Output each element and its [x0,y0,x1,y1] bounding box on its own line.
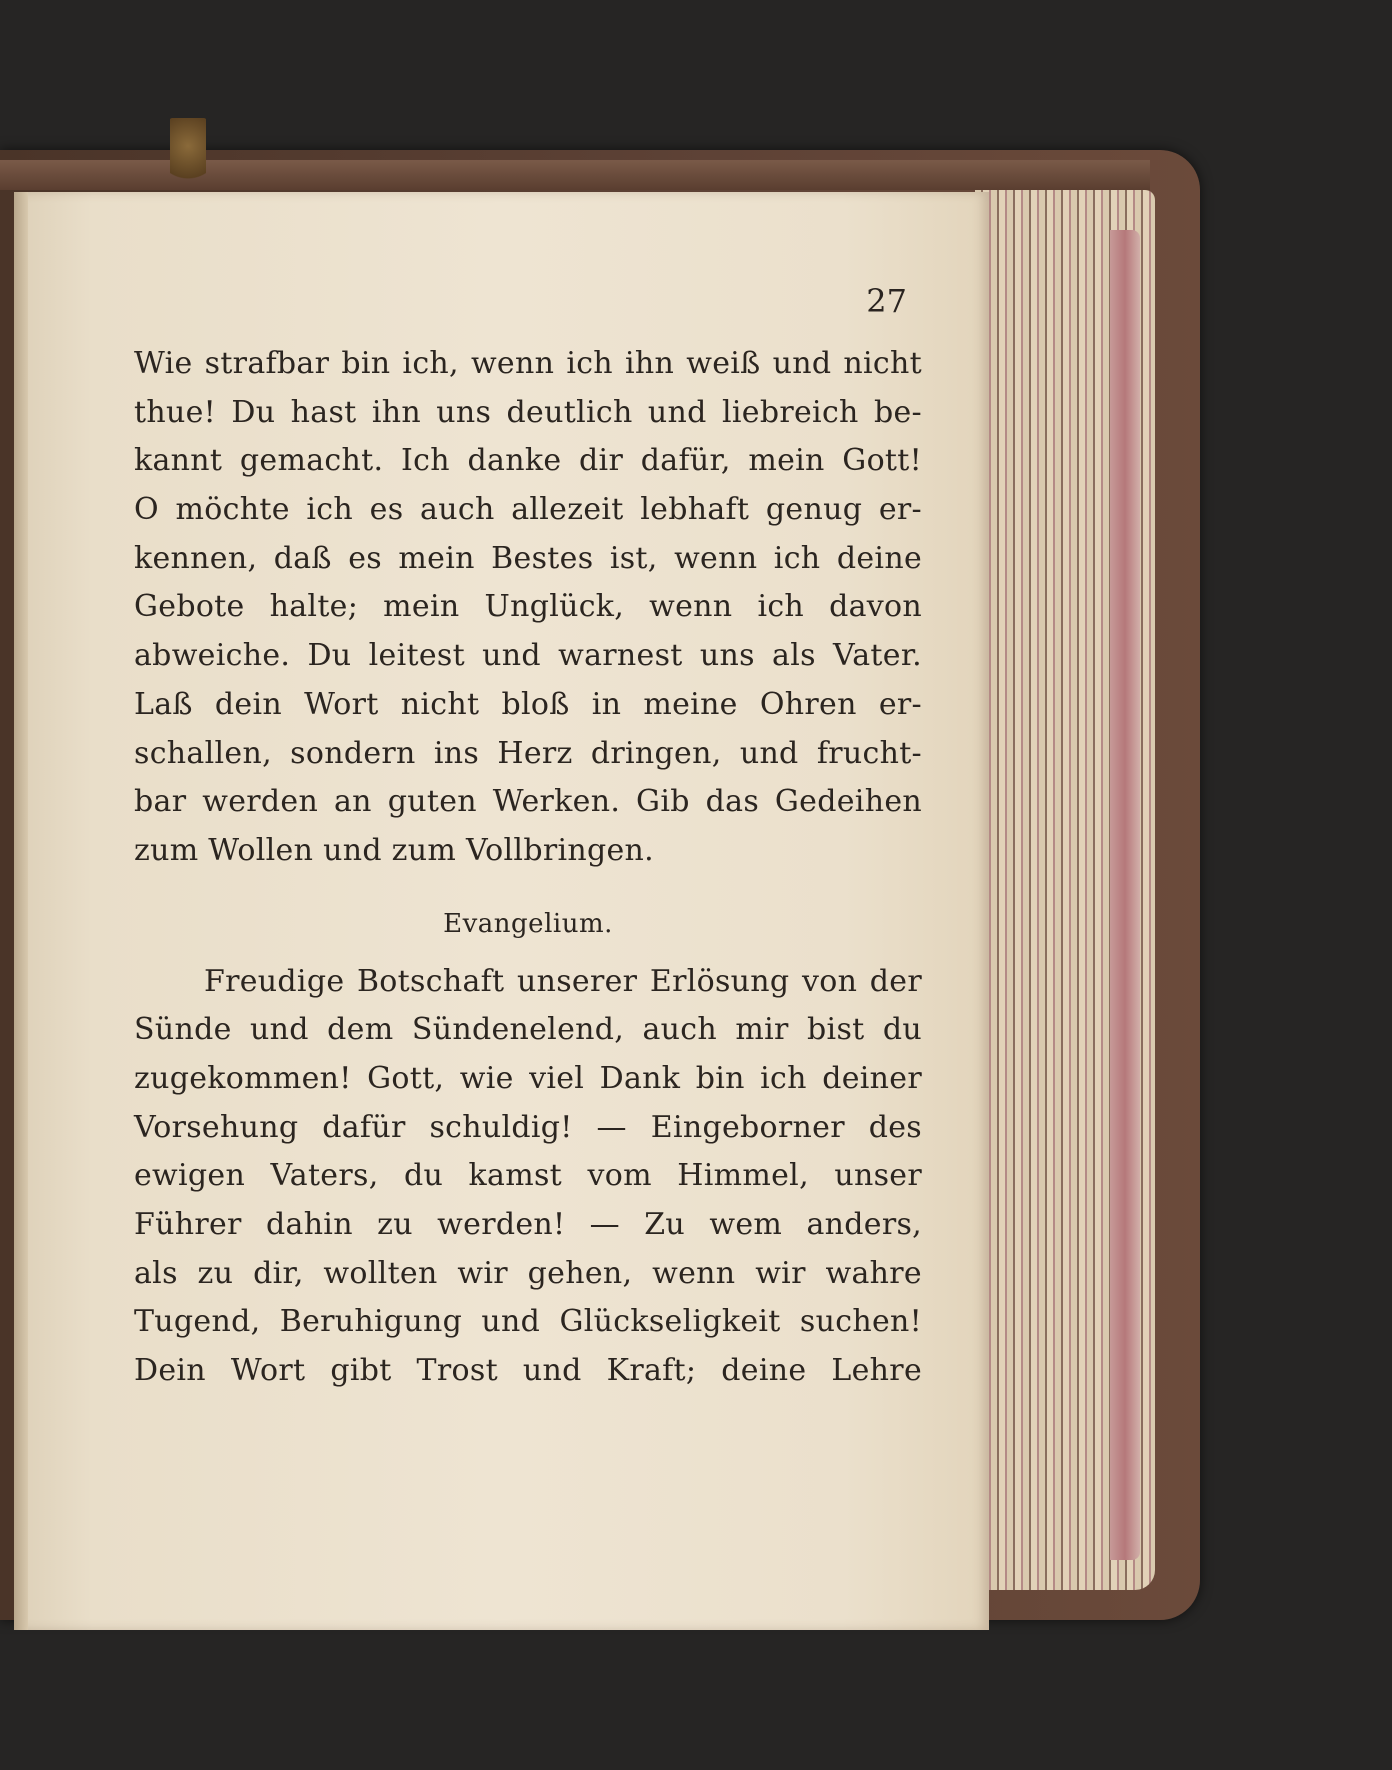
text-line: bar werden an guten Werken. Gib das Gedeihen [134,784,922,820]
text-line: Freudige Botschaft unserer Erlösung von der [204,963,922,999]
text-line: Wie strafbar bin ich, wenn ich ihn weiß und nicht [134,346,922,381]
text-line: als zu dir, wollten wir gehen, wenn wir wahre [134,1255,922,1291]
text-line: schallen, sondern ins Herz dringen, und frucht- [134,735,922,771]
text-line: abweiche. Du leitest und warnest uns als Vater. [134,638,922,674]
section-heading: Evangelium. [443,908,613,939]
text-line: Führer dahin zu werden! — Zu wem anders, [134,1207,922,1242]
paragraph-gospel [134,958,922,1396]
text-line: thue! Du hast ihn uns deutlich und liebreich be- [134,394,922,430]
page-gutter [14,192,28,1630]
text-line: Tugend, Beruhigung und Glückseligkeit suchen! [134,1304,922,1340]
text-line: O möchte ich es auch allezeit lebhaft genug er- [134,492,922,528]
text-line: kennen, daß es mein Bestes ist, wenn ich deine [134,540,922,576]
red-page-edges [1110,230,1140,1560]
text-line: zum Wollen und zum Vollbringen. [134,832,655,868]
text-line: ewigen Vaters, du kamst vom Himmel, unser [134,1158,922,1194]
binding-cord [170,118,206,188]
text-line: kannt gemacht. Ich danke dir dafür, mein Gott! [134,443,922,479]
paragraph-prayer [134,340,922,876]
page-text [134,340,922,1396]
text-line: Vorsehung dafür schuldig! — Eingeborner des [134,1109,922,1145]
book-page [14,192,989,1630]
page-number: 27 [866,282,907,320]
text-line: Dein Wort gibt Trost und Kraft; deine Lehre [134,1353,922,1389]
text-line: Sünde und dem Sündenelend, auch mir bist du [134,1012,922,1048]
text-line: Gebote halte; mein Unglück, wenn ich davon [134,589,922,625]
text-line: zugekommen! Gott, wie viel Dank bin ich deiner [134,1060,922,1096]
text-line: Laß dein Wort nicht bloß in meine Ohren er- [134,686,922,722]
